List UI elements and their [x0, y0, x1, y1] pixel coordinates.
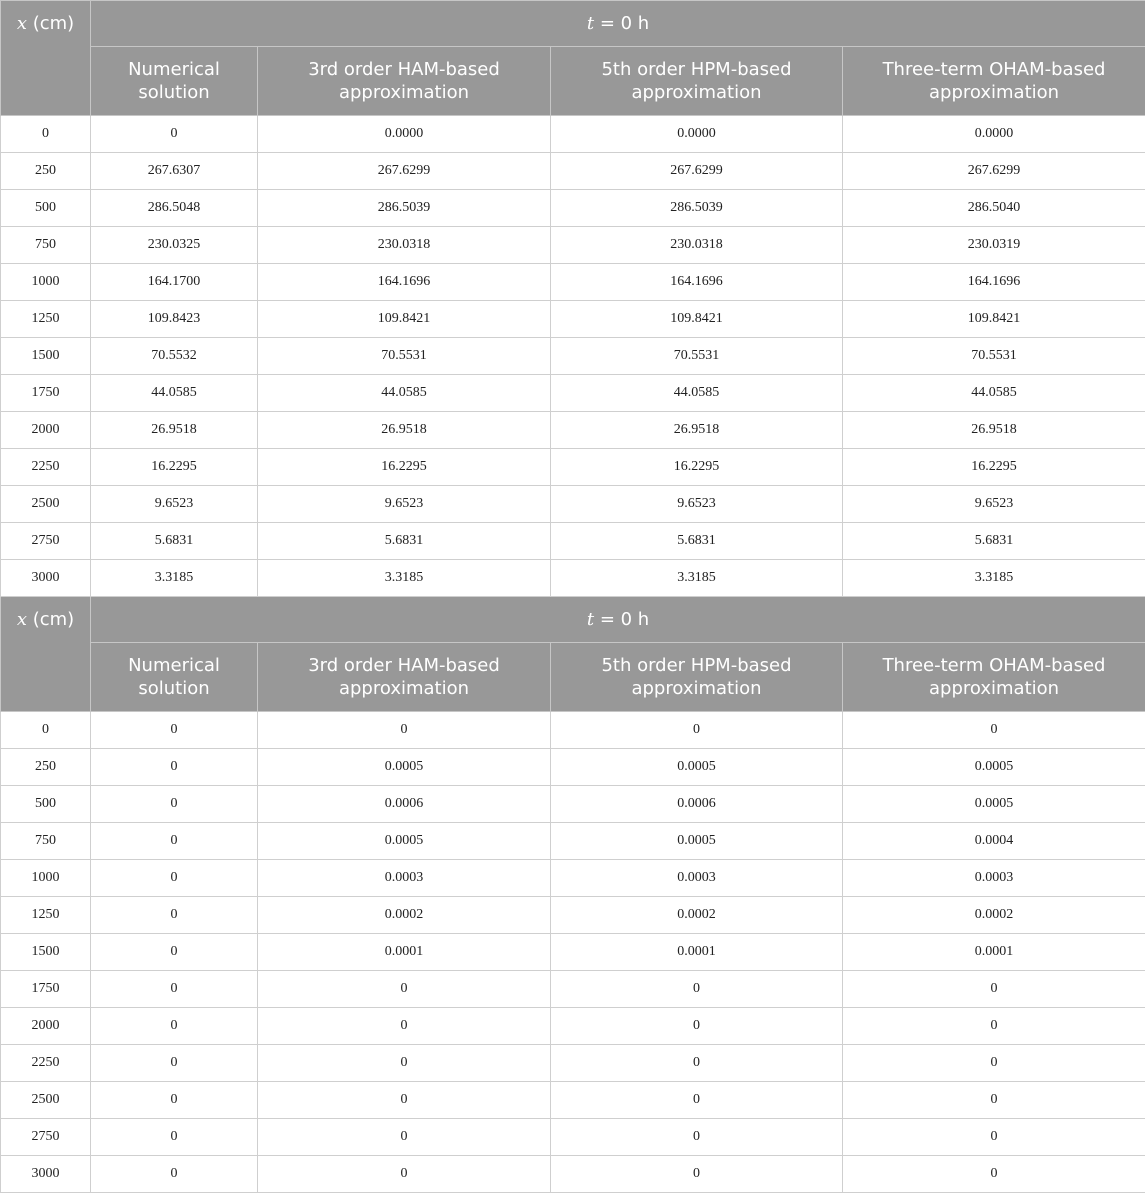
time-header	[91, 597, 1145, 643]
value-cell: 0	[843, 712, 1145, 749]
value-cell: 0.0006	[258, 786, 551, 823]
column-header: Three-term OHAM-based approximation	[843, 47, 1145, 116]
table-row	[1, 897, 1145, 934]
value-cell: 26.9518	[843, 412, 1145, 449]
table-row	[1, 712, 1145, 749]
t-value: = 0 h	[599, 609, 650, 630]
table-row	[1, 116, 1145, 153]
value-cell: 0	[551, 1082, 843, 1119]
header-row-columns	[1, 47, 1145, 116]
value-cell: 3.3185	[843, 560, 1145, 597]
value-cell: 70.5531	[551, 338, 843, 375]
value-cell: 0.0002	[843, 897, 1145, 934]
value-cell: 164.1700	[91, 264, 258, 301]
table-row	[1, 1008, 1145, 1045]
t-variable: t	[586, 13, 595, 34]
x-variable: x	[16, 609, 27, 630]
value-cell: 5.6831	[258, 523, 551, 560]
x-value-cell: 2750	[1, 523, 91, 560]
x-value-cell: 1750	[1, 375, 91, 412]
value-cell: 286.5039	[551, 190, 843, 227]
x-value-cell: 1000	[1, 860, 91, 897]
value-cell: 44.0585	[843, 375, 1145, 412]
value-cell: 0.0005	[258, 823, 551, 860]
value-cell: 109.8421	[843, 301, 1145, 338]
table-row	[1, 1082, 1145, 1119]
value-cell: 9.6523	[91, 486, 258, 523]
value-cell: 0.0003	[258, 860, 551, 897]
table-row	[1, 338, 1145, 375]
value-cell: 0	[843, 1008, 1145, 1045]
x-value-cell: 2250	[1, 1045, 91, 1082]
value-cell: 0	[91, 1082, 258, 1119]
value-cell: 267.6307	[91, 153, 258, 190]
value-cell: 26.9518	[91, 412, 258, 449]
value-cell: 109.8421	[258, 301, 551, 338]
value-cell: 267.6299	[843, 153, 1145, 190]
value-cell: 16.2295	[258, 449, 551, 486]
x-value-cell: 250	[1, 749, 91, 786]
value-cell: 9.6523	[843, 486, 1145, 523]
x-value-cell: 3000	[1, 560, 91, 597]
value-cell: 0.0001	[258, 934, 551, 971]
value-cell: 0	[91, 1119, 258, 1156]
table-row	[1, 227, 1145, 264]
x-value-cell: 2000	[1, 412, 91, 449]
x-value-cell: 3000	[1, 1156, 91, 1193]
value-cell: 0	[91, 897, 258, 934]
x-value-cell: 0	[1, 712, 91, 749]
column-header: 5th order HPM-based approximation	[551, 47, 843, 116]
value-cell: 267.6299	[258, 153, 551, 190]
value-cell: 16.2295	[551, 449, 843, 486]
value-cell: 0	[91, 712, 258, 749]
time-header	[91, 1, 1145, 47]
value-cell: 0	[91, 749, 258, 786]
value-cell: 44.0585	[91, 375, 258, 412]
table-row	[1, 1156, 1145, 1193]
table-row	[1, 786, 1145, 823]
x-column-header	[1, 597, 91, 712]
table-row	[1, 375, 1145, 412]
value-cell: 0	[91, 116, 258, 153]
value-cell: 9.6523	[551, 486, 843, 523]
table-row	[1, 971, 1145, 1008]
value-cell: 0.0003	[843, 860, 1145, 897]
value-cell: 0	[551, 1008, 843, 1045]
value-cell: 109.8423	[91, 301, 258, 338]
value-cell: 0.0000	[258, 116, 551, 153]
value-cell: 70.5531	[843, 338, 1145, 375]
column-header: 3rd order HAM-based approximation	[258, 643, 551, 712]
table-row	[1, 301, 1145, 338]
value-cell: 0	[258, 1008, 551, 1045]
table-row	[1, 412, 1145, 449]
x-value-cell: 750	[1, 823, 91, 860]
value-cell: 164.1696	[258, 264, 551, 301]
value-cell: 0	[91, 860, 258, 897]
table-row	[1, 860, 1145, 897]
table-row	[1, 823, 1145, 860]
column-header: 3rd order HAM-based approximation	[258, 47, 551, 116]
value-cell: 0.0002	[551, 897, 843, 934]
value-cell: 0	[551, 712, 843, 749]
value-cell: 70.5532	[91, 338, 258, 375]
column-header: 5th order HPM-based approximation	[551, 643, 843, 712]
table-row	[1, 1119, 1145, 1156]
value-cell: 0.0005	[551, 823, 843, 860]
value-cell: 0.0000	[843, 116, 1145, 153]
table-row	[1, 934, 1145, 971]
x-value-cell: 1250	[1, 301, 91, 338]
results-table-body	[1, 1, 1145, 1193]
x-value-cell: 1000	[1, 264, 91, 301]
x-value-cell: 2750	[1, 1119, 91, 1156]
t-value: = 0 h	[599, 13, 650, 34]
value-cell: 0.0005	[258, 749, 551, 786]
value-cell: 16.2295	[843, 449, 1145, 486]
value-cell: 0.0001	[843, 934, 1145, 971]
value-cell: 26.9518	[258, 412, 551, 449]
value-cell: 0.0005	[843, 786, 1145, 823]
header-row-columns	[1, 643, 1145, 712]
value-cell: 0	[91, 1045, 258, 1082]
value-cell: 286.5039	[258, 190, 551, 227]
value-cell: 0	[258, 971, 551, 1008]
value-cell: 0.0001	[551, 934, 843, 971]
table-row	[1, 449, 1145, 486]
value-cell: 0	[258, 1045, 551, 1082]
x-value-cell: 750	[1, 227, 91, 264]
value-cell: 164.1696	[843, 264, 1145, 301]
x-value-cell: 2250	[1, 449, 91, 486]
value-cell: 0.0003	[551, 860, 843, 897]
value-cell: 0	[91, 823, 258, 860]
value-cell: 0	[551, 1119, 843, 1156]
x-unit: (cm)	[32, 13, 75, 34]
value-cell: 0.0006	[551, 786, 843, 823]
value-cell: 0	[91, 1156, 258, 1193]
t-variable: t	[586, 609, 595, 630]
x-variable: x	[16, 13, 27, 34]
value-cell: 0	[91, 1008, 258, 1045]
table-row	[1, 1045, 1145, 1082]
value-cell: 230.0319	[843, 227, 1145, 264]
table-row	[1, 264, 1145, 301]
value-cell: 9.6523	[258, 486, 551, 523]
value-cell: 164.1696	[551, 264, 843, 301]
value-cell: 0	[258, 1082, 551, 1119]
value-cell: 0	[551, 971, 843, 1008]
value-cell: 5.6831	[843, 523, 1145, 560]
x-column-header	[1, 1, 91, 116]
value-cell: 0	[258, 1156, 551, 1193]
value-cell: 0.0002	[258, 897, 551, 934]
table-row	[1, 523, 1145, 560]
x-value-cell: 1500	[1, 338, 91, 375]
value-cell: 267.6299	[551, 153, 843, 190]
value-cell: 3.3185	[91, 560, 258, 597]
value-cell: 0.0000	[551, 116, 843, 153]
header-row-top	[1, 1, 1145, 47]
table-row	[1, 153, 1145, 190]
value-cell: 0	[843, 1045, 1145, 1082]
value-cell: 0	[258, 712, 551, 749]
value-cell: 0.0005	[551, 749, 843, 786]
value-cell: 109.8421	[551, 301, 843, 338]
column-header: Three-term OHAM-based approximation	[843, 643, 1145, 712]
x-unit: (cm)	[32, 609, 75, 630]
value-cell: 286.5048	[91, 190, 258, 227]
x-value-cell: 0	[1, 116, 91, 153]
value-cell: 0.0004	[843, 823, 1145, 860]
value-cell: 0	[843, 971, 1145, 1008]
value-cell: 0	[843, 1156, 1145, 1193]
column-header: Numerical solution	[91, 643, 258, 712]
value-cell: 0	[91, 786, 258, 823]
table-row	[1, 190, 1145, 227]
x-value-cell: 1500	[1, 934, 91, 971]
value-cell: 5.6831	[91, 523, 258, 560]
value-cell: 0	[843, 1082, 1145, 1119]
value-cell: 0	[843, 1119, 1145, 1156]
value-cell: 5.6831	[551, 523, 843, 560]
value-cell: 0	[551, 1045, 843, 1082]
table-row	[1, 486, 1145, 523]
value-cell: 3.3185	[258, 560, 551, 597]
x-value-cell: 1750	[1, 971, 91, 1008]
value-cell: 286.5040	[843, 190, 1145, 227]
value-cell: 230.0318	[258, 227, 551, 264]
value-cell: 0	[258, 1119, 551, 1156]
value-cell: 3.3185	[551, 560, 843, 597]
value-cell: 0.0005	[843, 749, 1145, 786]
x-value-cell: 250	[1, 153, 91, 190]
value-cell: 26.9518	[551, 412, 843, 449]
value-cell: 0	[91, 971, 258, 1008]
header-row-top	[1, 597, 1145, 643]
value-cell: 44.0585	[258, 375, 551, 412]
value-cell: 230.0325	[91, 227, 258, 264]
value-cell: 16.2295	[91, 449, 258, 486]
value-cell: 0	[551, 1156, 843, 1193]
x-value-cell: 1250	[1, 897, 91, 934]
x-value-cell: 2000	[1, 1008, 91, 1045]
table-row	[1, 749, 1145, 786]
x-value-cell: 2500	[1, 1082, 91, 1119]
column-header: Numerical solution	[91, 47, 258, 116]
table-row	[1, 560, 1145, 597]
value-cell: 70.5531	[258, 338, 551, 375]
value-cell: 44.0585	[551, 375, 843, 412]
x-value-cell: 2500	[1, 486, 91, 523]
value-cell: 0	[91, 934, 258, 971]
value-cell: 230.0318	[551, 227, 843, 264]
x-value-cell: 500	[1, 190, 91, 227]
x-value-cell: 500	[1, 786, 91, 823]
